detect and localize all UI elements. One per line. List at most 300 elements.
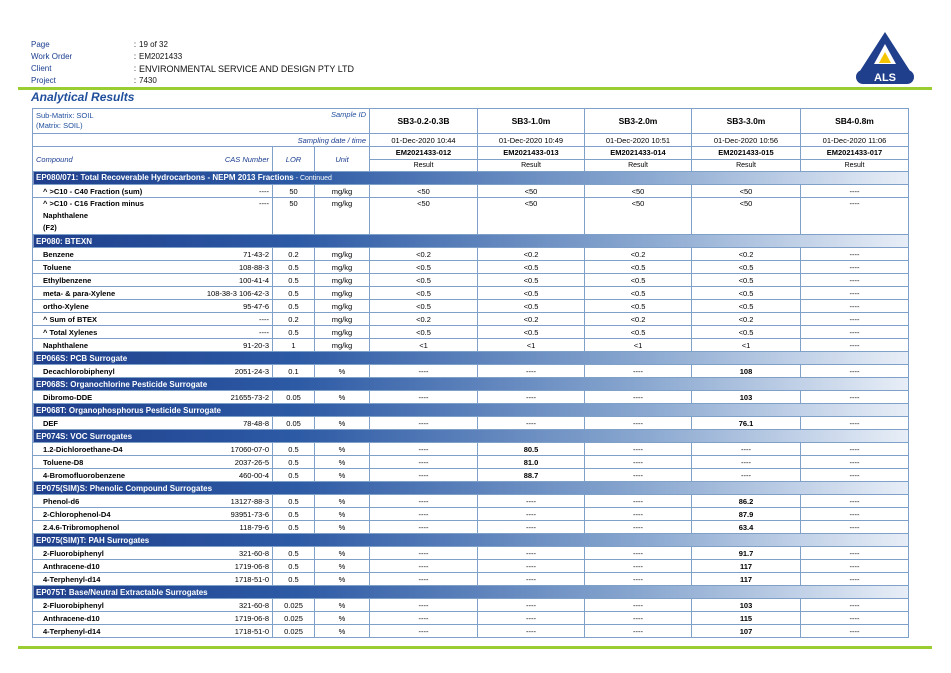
section-title-text: EP068S: Organochlorine Pesticide Surrogate [36, 379, 208, 389]
sample-id: SB3-1.0m [478, 109, 585, 134]
cas-number: 108-88-3 [188, 261, 273, 274]
unit-value: mg/kg [315, 313, 370, 326]
section-header [33, 235, 909, 248]
cas-header: CAS Number [188, 147, 273, 172]
result-value: ---- [478, 417, 585, 430]
unit-value: % [315, 365, 370, 378]
table-row [33, 547, 909, 560]
project-value: 7430 [139, 76, 157, 85]
result-value: <50 [692, 185, 801, 198]
result-value: ---- [585, 599, 692, 612]
result-value: <50 [585, 198, 692, 235]
logo-text: ALS [874, 72, 896, 84]
compound-name: Dibromo-DDE [33, 391, 188, 404]
result-value: ---- [801, 612, 909, 625]
compound-name: Ethylbenzene [33, 274, 188, 287]
work-order-label: Work Order [31, 52, 73, 61]
result-value: ---- [370, 443, 478, 456]
result-value: <0.2 [585, 248, 692, 261]
result-value: ---- [370, 456, 478, 469]
unit-value: % [315, 456, 370, 469]
result-value: <0.5 [370, 274, 478, 287]
unit-value: mg/kg [315, 185, 370, 198]
result-value: <0.5 [370, 300, 478, 313]
table-row [33, 274, 909, 287]
unit-value: mg/kg [315, 287, 370, 300]
result-label: Result [736, 162, 756, 169]
sample-id: SB3-3.0m [692, 109, 801, 134]
result-value: ---- [692, 443, 801, 456]
result-value: ---- [370, 547, 478, 560]
result-value: <0.5 [478, 300, 585, 313]
table-row [33, 625, 909, 638]
result-value: 115 [692, 612, 801, 625]
page-value: 19 of 32 [139, 40, 168, 49]
result-value: ---- [692, 469, 801, 482]
client-value: ENVIRONMENTAL SERVICE AND DESIGN PTY LTD [139, 64, 355, 74]
result-value: ---- [801, 365, 909, 378]
result-value: ---- [370, 495, 478, 508]
lor-value: 1 [273, 339, 315, 352]
cas-number: 108-38-3 106-42-3 [188, 287, 273, 300]
matrix: (Matrix: SOIL) [36, 121, 83, 130]
result-value: ---- [585, 391, 692, 404]
result-value: <1 [370, 339, 478, 352]
result-value: ---- [478, 573, 585, 586]
lor-value: 0.5 [273, 456, 315, 469]
result-value: ---- [370, 599, 478, 612]
section-title [33, 172, 909, 185]
unit-value: mg/kg [315, 248, 370, 261]
result-value: <0.5 [370, 287, 478, 300]
cas-number: 91-20-3 [188, 339, 273, 352]
unit-value: % [315, 625, 370, 638]
unit-value: % [315, 417, 370, 430]
section-header [33, 430, 909, 443]
result-value: <0.5 [585, 300, 692, 313]
result-value: ---- [801, 560, 909, 573]
table-row [33, 198, 909, 235]
result-value: 107 [692, 625, 801, 638]
lab-id-cell [585, 147, 692, 172]
cas-number: 321-60-8 [188, 599, 273, 612]
cas-number: 1718-51-0 [188, 625, 273, 638]
section-header [33, 352, 909, 365]
sampling-date: 01-Dec-2020 10:51 [585, 134, 692, 147]
section-title [33, 534, 909, 547]
table-row [33, 560, 909, 573]
result-value: <50 [692, 198, 801, 235]
compound-name: 2-Chlorophenol-D4 [33, 508, 188, 521]
compound-name: 2.4.6-Tribromophenol [33, 521, 188, 534]
sampling-date: 01-Dec-2020 10:56 [692, 134, 801, 147]
result-value: ---- [801, 261, 909, 274]
compound-name: 4-Terphenyl-d14 [33, 573, 188, 586]
result-value: ---- [585, 573, 692, 586]
lor-value: 0.5 [273, 495, 315, 508]
cas-number: 1719-06-8 [188, 612, 273, 625]
lab-id: EM2021433-017 [801, 147, 908, 160]
compound-name: ^ Total Xylenes [33, 326, 188, 339]
result-value: ---- [585, 469, 692, 482]
result-value: <50 [370, 198, 478, 235]
lab-id: EM2021433-015 [692, 147, 800, 160]
result-value: ---- [478, 508, 585, 521]
result-value: <1 [478, 339, 585, 352]
table-row [33, 417, 909, 430]
compound-name: 4-Terphenyl-d14 [33, 625, 188, 638]
result-value: 117 [692, 560, 801, 573]
lab-id: EM2021433-014 [585, 147, 691, 160]
result-value: ---- [801, 443, 909, 456]
result-value: ---- [370, 365, 478, 378]
result-value: <1 [692, 339, 801, 352]
unit-value: % [315, 599, 370, 612]
result-value: ---- [801, 573, 909, 586]
section-title-text: EP080: BTEXN [36, 236, 93, 246]
result-value: <0.5 [478, 326, 585, 339]
section-title [33, 352, 909, 365]
lor-value: 0.025 [273, 612, 315, 625]
compound-name: Benzene [33, 248, 188, 261]
lor-value: 0.5 [273, 274, 315, 287]
table-row [33, 521, 909, 534]
cas-number: 71-43-2 [188, 248, 273, 261]
result-value: <0.5 [585, 326, 692, 339]
lor-value: 0.2 [273, 313, 315, 326]
table-row [33, 185, 909, 198]
section-header [33, 534, 909, 547]
compound-name: Phenol-d6 [33, 495, 188, 508]
cas-number: ---- [188, 185, 273, 198]
result-value: ---- [585, 612, 692, 625]
lor-value: 0.05 [273, 391, 315, 404]
result-value: <0.2 [370, 313, 478, 326]
result-value: ---- [370, 625, 478, 638]
result-value: 76.1 [692, 417, 801, 430]
continued-note: - Continued [293, 175, 332, 182]
result-value: ---- [801, 274, 909, 287]
sample-id: SB4-0.8m [801, 109, 909, 134]
result-value: ---- [478, 391, 585, 404]
cas-number: 100-41-4 [188, 274, 273, 287]
lor-value: 0.5 [273, 443, 315, 456]
result-value: ---- [585, 365, 692, 378]
unit-value: % [315, 612, 370, 625]
bottom-divider [18, 646, 932, 649]
result-value: ---- [478, 625, 585, 638]
compound-name: 2-Fluorobiphenyl [33, 599, 188, 612]
lor-value: 0.05 [273, 417, 315, 430]
unit-value: % [315, 521, 370, 534]
lor-value: 0.5 [273, 573, 315, 586]
cas-number: 460-00-4 [188, 469, 273, 482]
section-header [33, 172, 909, 185]
section-title-text: EP068T: Organophosphorus Pesticide Surrogate [36, 405, 221, 415]
sampling-date: 01-Dec-2020 10:49 [478, 134, 585, 147]
page-label: Page [31, 40, 50, 49]
result-value: <50 [585, 185, 692, 198]
result-value: <0.5 [692, 287, 801, 300]
lor-value: 0.5 [273, 521, 315, 534]
lor-header: LOR [273, 147, 315, 172]
result-value: <0.5 [692, 326, 801, 339]
table-row [33, 339, 909, 352]
section-title-text: EP075(SIM)S: Phenolic Compound Surrogates [36, 483, 213, 493]
result-value: <50 [370, 185, 478, 198]
result-value: 80.5 [478, 443, 585, 456]
lor-value: 50 [273, 185, 315, 198]
cas-number: 1719-06-8 [188, 560, 273, 573]
result-label: Result [628, 162, 648, 169]
result-value: ---- [585, 443, 692, 456]
unit-value: mg/kg [315, 198, 370, 235]
result-label: Result [413, 162, 434, 169]
result-value: ---- [478, 547, 585, 560]
cas-number: ---- [188, 326, 273, 339]
result-value: ---- [478, 560, 585, 573]
table-row [33, 443, 909, 456]
result-value: <0.5 [478, 274, 585, 287]
sub-matrix-label [33, 109, 273, 134]
section-title [33, 378, 909, 391]
result-value: <0.5 [692, 261, 801, 274]
table-row [33, 261, 909, 274]
result-value: ---- [478, 365, 585, 378]
result-value: ---- [585, 560, 692, 573]
unit-value: % [315, 391, 370, 404]
unit-value: % [315, 469, 370, 482]
result-value: <0.5 [370, 261, 478, 274]
result-value: <0.5 [692, 274, 801, 287]
cas-number: 2037-26-5 [188, 456, 273, 469]
section-header [33, 378, 909, 391]
lor-value: 0.5 [273, 469, 315, 482]
result-value: 86.2 [692, 495, 801, 508]
table-row [33, 287, 909, 300]
compound-name: ortho-Xylene [33, 300, 188, 313]
sample-id: SB3-2.0m [585, 109, 692, 134]
lor-value: 50 [273, 198, 315, 235]
result-value: ---- [370, 521, 478, 534]
lab-id-cell [801, 147, 909, 172]
sub-matrix: Sub-Matrix: SOIL [36, 111, 94, 120]
result-value: ---- [585, 521, 692, 534]
result-value: ---- [801, 508, 909, 521]
lor-value: 0.025 [273, 599, 315, 612]
sampling-date-row [33, 134, 909, 147]
result-value: <0.5 [692, 300, 801, 313]
result-value: <0.2 [478, 313, 585, 326]
section-title-text: EP075(SIM)T: PAH Surrogates [36, 535, 150, 545]
table-row [33, 495, 909, 508]
compound-header: Compound [33, 147, 188, 172]
cas-number: ---- [188, 313, 273, 326]
result-value: <1 [585, 339, 692, 352]
result-value: <0.2 [585, 313, 692, 326]
result-value: ---- [801, 300, 909, 313]
unit-value: % [315, 560, 370, 573]
compound-name: meta- & para-Xylene [33, 287, 188, 300]
unit-value: mg/kg [315, 326, 370, 339]
lor-value: 0.2 [273, 248, 315, 261]
result-value: 88.7 [478, 469, 585, 482]
section-title [33, 482, 909, 495]
column-header-row [33, 147, 909, 172]
result-value: ---- [801, 599, 909, 612]
section-title [33, 235, 909, 248]
table-row [33, 508, 909, 521]
result-value: <0.2 [692, 313, 801, 326]
lor-value: 0.5 [273, 560, 315, 573]
unit-value: mg/kg [315, 274, 370, 287]
cas-number: 95-47-6 [188, 300, 273, 313]
compound-name: Decachlorobiphenyl [33, 365, 188, 378]
section-title-text: EP080/071: Total Recoverable Hydrocarbons - NEPM 2013 Fractions [36, 173, 294, 182]
table-row [33, 248, 909, 261]
result-value: <0.5 [585, 287, 692, 300]
page-title: Analytical Results [31, 90, 135, 104]
lor-value: 0.5 [273, 326, 315, 339]
section-title-text: EP075T: Base/Neutral Extractable Surrogates [36, 587, 208, 597]
result-value: <0.5 [585, 261, 692, 274]
result-value: <0.2 [370, 248, 478, 261]
cas-number: 2051-24-3 [188, 365, 273, 378]
compound-name: Anthracene-d10 [33, 612, 188, 625]
cas-number: ---- [188, 198, 273, 235]
result-value: ---- [801, 198, 909, 235]
compound-name: ^ Sum of BTEX [33, 313, 188, 326]
result-value: ---- [801, 469, 909, 482]
compound-name: Anthracene-d10 [33, 560, 188, 573]
unit-header: Unit [315, 147, 370, 172]
result-value: 63.4 [692, 521, 801, 534]
section-header [33, 586, 909, 599]
cas-number: 17060-07-0 [188, 443, 273, 456]
sample-id: SB3-0.2-0.3B [370, 109, 478, 134]
compound-name: DEF [33, 417, 188, 430]
result-value: ---- [370, 508, 478, 521]
result-value: ---- [585, 495, 692, 508]
table-row [33, 300, 909, 313]
result-value: ---- [585, 508, 692, 521]
section-title [33, 430, 909, 443]
result-value: ---- [801, 625, 909, 638]
table-row [33, 391, 909, 404]
result-label: Result [844, 162, 865, 169]
result-value: ---- [478, 612, 585, 625]
result-value: ---- [370, 391, 478, 404]
section-header [33, 482, 909, 495]
compound-name-line1: ^ >C10 - C16 Fraction minus Naphthalene [43, 199, 144, 220]
result-value: ---- [801, 495, 909, 508]
cas-number: 93951-73-6 [188, 508, 273, 521]
table-row [33, 599, 909, 612]
sample-id-label: Sample ID [273, 109, 370, 134]
unit-value: % [315, 508, 370, 521]
lab-id-cell [370, 147, 478, 172]
section-title-text: EP074S: VOC Surrogates [36, 431, 133, 441]
result-label: Result [521, 162, 541, 169]
result-value: <50 [478, 198, 585, 235]
lor-value: 0.5 [273, 261, 315, 274]
section-header [33, 404, 909, 417]
result-value: ---- [478, 521, 585, 534]
result-value: <0.5 [478, 287, 585, 300]
result-value: ---- [801, 547, 909, 560]
unit-value: % [315, 547, 370, 560]
result-value: 117 [692, 573, 801, 586]
compound-name: Toluene-D8 [33, 456, 188, 469]
result-value: 91.7 [692, 547, 801, 560]
result-value: ---- [585, 625, 692, 638]
unit-value: % [315, 495, 370, 508]
result-value: ---- [801, 313, 909, 326]
result-value: <0.2 [478, 248, 585, 261]
result-value: 103 [692, 599, 801, 612]
sample-id-row [33, 109, 909, 134]
table-row [33, 456, 909, 469]
section-title [33, 586, 909, 599]
work-order-value: EM2021433 [139, 52, 183, 61]
unit-value: mg/kg [315, 339, 370, 352]
result-value: ---- [801, 521, 909, 534]
result-value: ---- [370, 560, 478, 573]
compound-name: Toluene [33, 261, 188, 274]
table-row [33, 469, 909, 482]
result-value: 108 [692, 365, 801, 378]
result-value: ---- [801, 456, 909, 469]
cas-number: 21655-73-2 [188, 391, 273, 404]
compound-name: 1.2-Dichloroethane-D4 [33, 443, 188, 456]
lor-value: 0.5 [273, 547, 315, 560]
lor-value: 0.1 [273, 365, 315, 378]
cas-number: 13127-88-3 [188, 495, 273, 508]
table-row [33, 313, 909, 326]
result-value: <0.2 [692, 248, 801, 261]
compound-name: ^ >C10 - C40 Fraction (sum) [33, 185, 188, 198]
client-label: Client [31, 64, 52, 73]
lab-id: EM2021433-012 [370, 147, 477, 160]
lab-id-cell [478, 147, 585, 172]
table-row [33, 573, 909, 586]
lab-id: EM2021433-013 [478, 147, 584, 160]
project-label: Project [31, 76, 56, 85]
result-value: ---- [370, 573, 478, 586]
sampling-date: 01-Dec-2020 11:06 [801, 134, 909, 147]
cas-number: 78-48-8 [188, 417, 273, 430]
compound-name: 2-Fluorobiphenyl [33, 547, 188, 560]
result-value: ---- [801, 287, 909, 300]
result-value: ---- [478, 599, 585, 612]
als-logo [852, 30, 918, 86]
compound-name [33, 198, 188, 235]
result-value: ---- [692, 456, 801, 469]
table-row [33, 612, 909, 625]
unit-value: mg/kg [315, 300, 370, 313]
lor-value: 0.025 [273, 625, 315, 638]
result-value: ---- [585, 456, 692, 469]
result-value: <0.5 [585, 274, 692, 287]
sampling-date: 01-Dec-2020 10:44 [370, 134, 478, 147]
result-value: ---- [478, 495, 585, 508]
result-value: <50 [478, 185, 585, 198]
result-value: ---- [801, 185, 909, 198]
unit-value: % [315, 443, 370, 456]
cas-number: 1718-51-0 [188, 573, 273, 586]
result-value: 81.0 [478, 456, 585, 469]
result-value: <0.5 [370, 326, 478, 339]
